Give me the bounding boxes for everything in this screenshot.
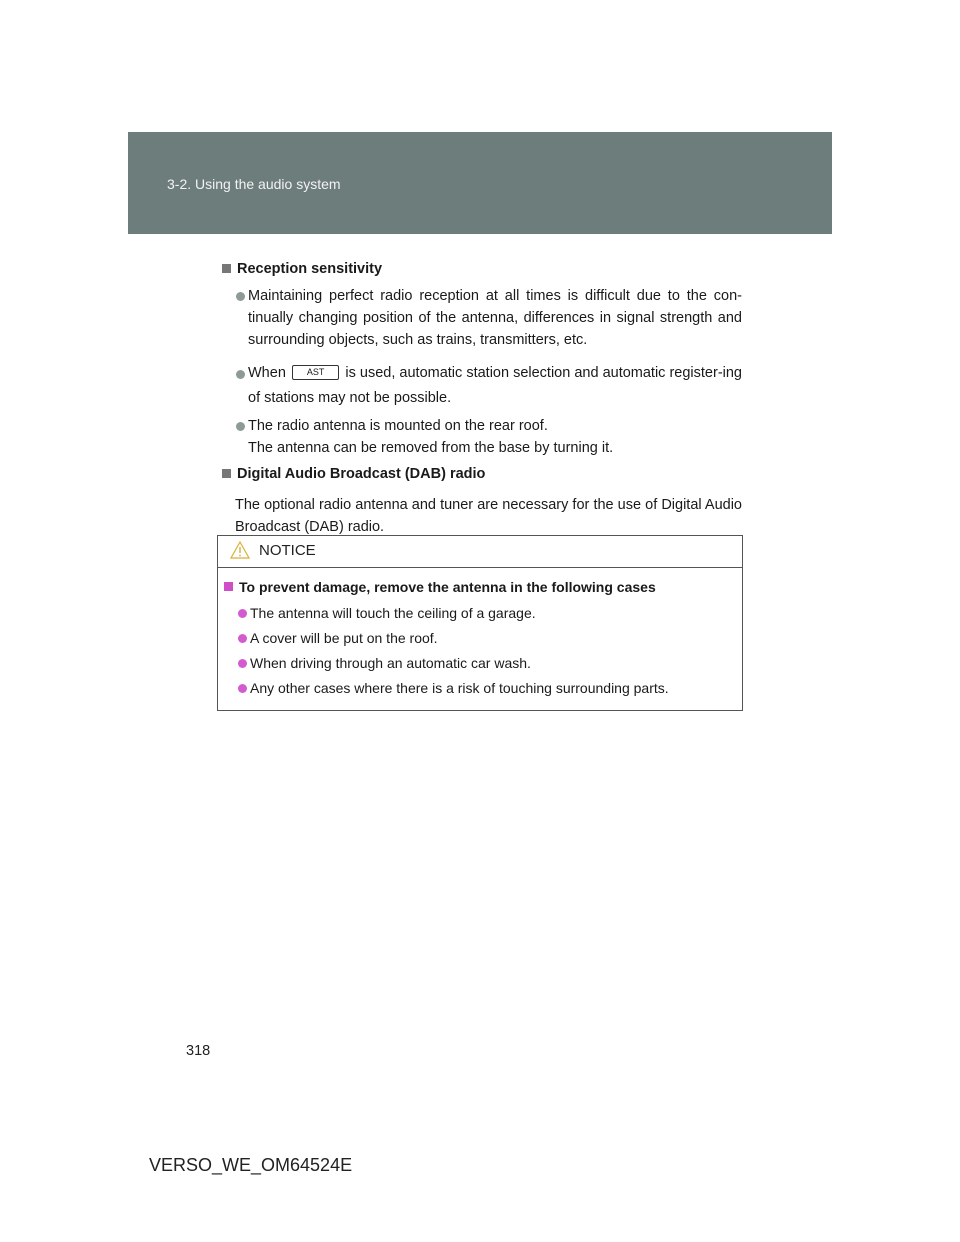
notice-body [224,576,736,699]
dab-heading: Digital Audio Broadcast (DAB) radio [222,463,742,485]
notice-item: When driving through an automatic car wash. [224,652,736,674]
notice-header [218,536,742,568]
round-bullet-icon [238,634,247,643]
notice-item: Any other cases where there is a risk of touching surrounding parts. [224,677,736,699]
round-bullet-icon [238,609,247,618]
round-bullet-icon [236,292,245,301]
round-bullet-icon [236,422,245,431]
main-content [222,258,742,538]
section-title: 3-2. Using the audio system [167,176,341,192]
square-bullet-icon [222,264,231,273]
round-bullet-icon [236,370,245,379]
page-number: 318 [186,1043,211,1059]
square-bullet-icon [224,582,233,591]
round-bullet-icon [238,659,247,668]
notice-item: A cover will be put on the roof. [224,627,736,649]
notice-box [217,535,743,711]
ast-button-icon: AST [292,365,340,380]
warning-triangle-icon [230,541,250,559]
notice-heading: To prevent damage, remove the antenna in the following cases [224,576,736,598]
reception-heading: Reception sensitivity [222,258,742,280]
section-header [128,132,832,234]
notice-title: NOTICE [259,542,316,559]
reception-bullet-1: Maintaining perfect radio reception at all times is difficult due to the con-tinually changing position of the antenna, differences in signal strength and surrounding objects, such as trains, transmitters, etc. [222,285,742,351]
reception-bullet-2: When AST is used, automatic station selection and automatic register-ing of stations may not be possible. [222,361,742,411]
dab-text: The optional radio antenna and tuner are necessary for the use of Digital Audio Broadcast (DAB) radio. [235,497,742,535]
notice-item: The antenna will touch the ceiling of a garage. [224,602,736,624]
document-code: VERSO_WE_OM64524E [149,1155,353,1175]
reception-bullet-3: The radio antenna is mounted on the rear roof. The antenna can be removed from the base by turning it. [222,415,742,459]
round-bullet-icon [238,684,247,693]
square-bullet-icon [222,469,231,478]
